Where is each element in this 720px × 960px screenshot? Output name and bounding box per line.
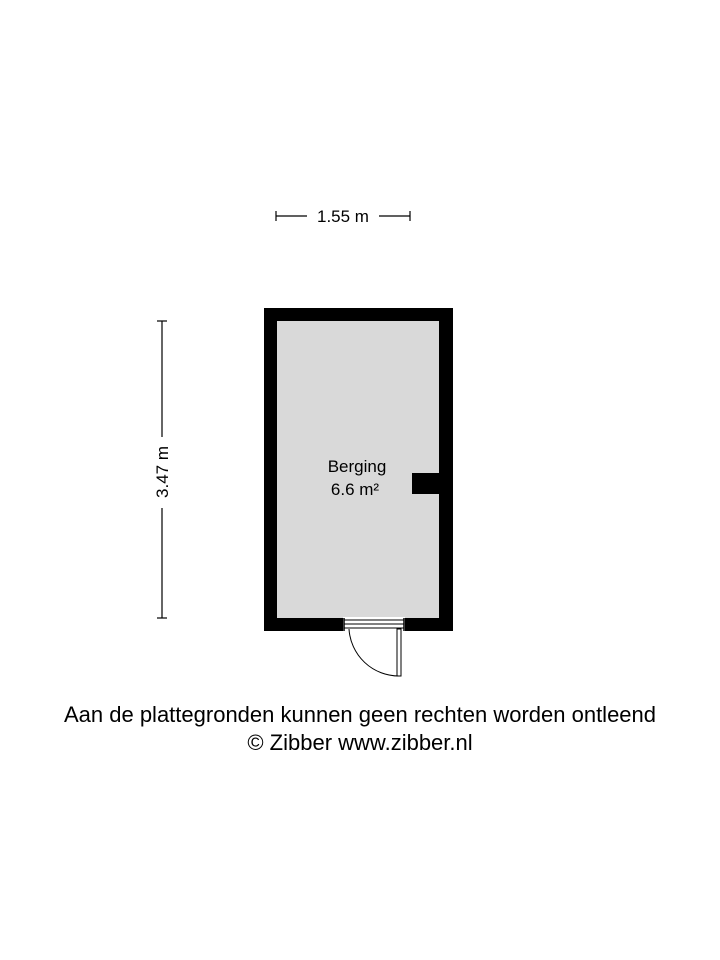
door-swing-arc [349,629,399,676]
wall-protrusion [412,473,440,494]
room-name: Berging [327,457,387,476]
width-dimension-label: 1.55 m [317,207,369,226]
length-dimension-label: 3.47 m [153,446,172,498]
room-berging [264,308,453,676]
door-leaf [397,629,401,676]
width-dimension [276,207,410,226]
disclaimer-text: Aan de plattegronden kunnen geen rechten worden ontleend [63,702,657,727]
room-area: 6.6 m² [330,480,380,499]
copyright-text: © Zibber www.zibber.nl [247,730,473,755]
length-dimension [153,321,172,618]
